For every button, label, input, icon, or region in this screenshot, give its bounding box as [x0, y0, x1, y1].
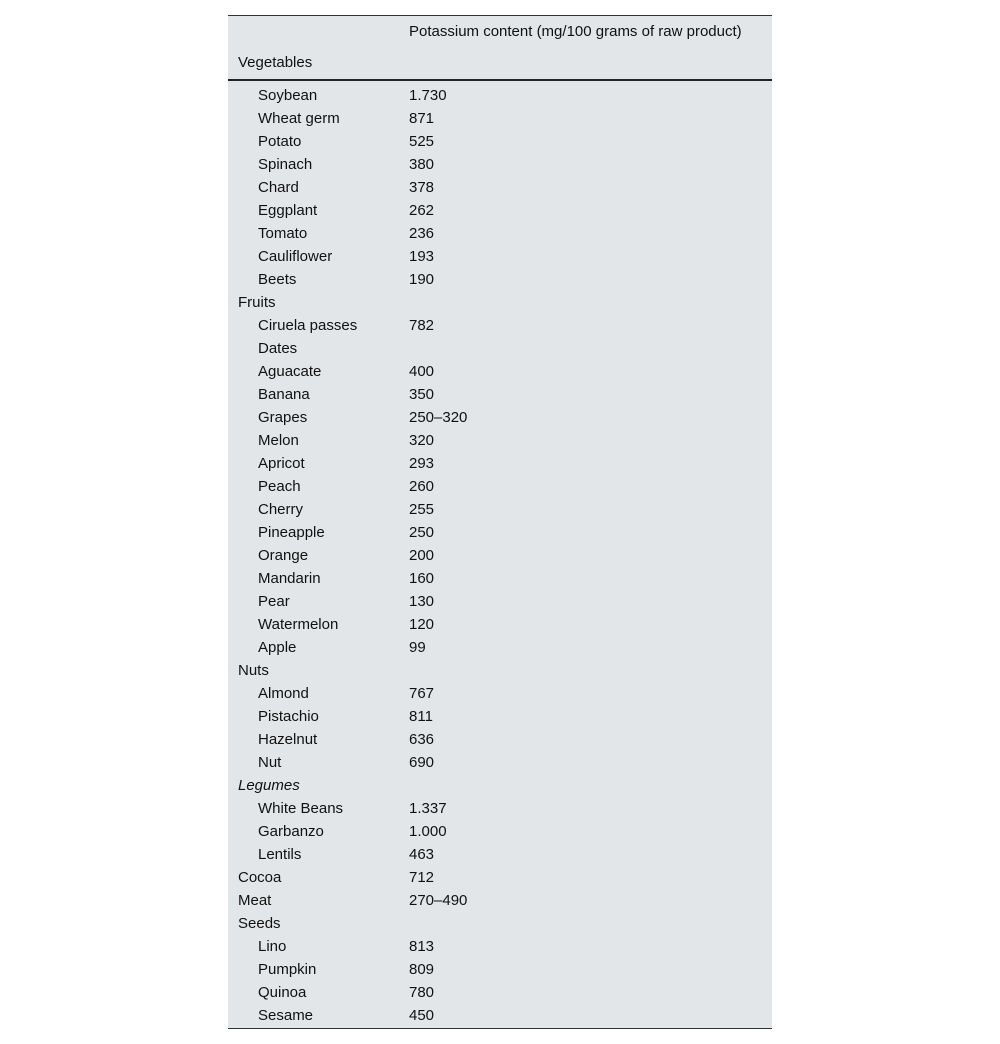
food-name-cell: Peach	[258, 478, 301, 495]
table-row	[228, 682, 772, 705]
potassium-value-cell: 260	[409, 478, 435, 495]
potassium-value-cell: 378	[409, 179, 435, 196]
column-header: Potassium content (mg/100 grams of raw product)	[409, 23, 742, 40]
potassium-value-cell: 636	[409, 731, 435, 748]
food-name-cell: Potato	[258, 133, 302, 150]
potassium-value-cell: 130	[409, 593, 435, 610]
category-name-cell: Fruits	[238, 294, 276, 311]
potassium-value-cell: 99	[409, 639, 426, 656]
potassium-value-cell: 350	[409, 386, 435, 403]
food-name-cell: Soybean	[258, 87, 318, 104]
potassium-value-cell: 293	[409, 455, 435, 472]
potassium-value-cell: 871	[409, 110, 435, 127]
category-row	[228, 866, 772, 889]
food-name-cell: Orange	[258, 547, 309, 564]
food-name-cell: Lentils	[258, 846, 302, 863]
potassium-value-cell: 809	[409, 961, 435, 978]
table-row	[228, 843, 772, 866]
category-name-cell: Meat	[238, 892, 272, 909]
category-name-cell: Cocoa	[238, 869, 282, 886]
potassium-value-cell: 690	[409, 754, 435, 771]
food-name-cell: Pistachio	[258, 708, 319, 725]
potassium-value-cell: 400	[409, 363, 435, 380]
potassium-value-cell: 160	[409, 570, 435, 587]
category-row	[228, 774, 772, 797]
potassium-value-cell: 200	[409, 547, 435, 564]
food-name-cell: Lino	[258, 938, 287, 955]
table-row	[228, 797, 772, 820]
table-row	[228, 958, 772, 981]
potassium-value-cell: 236	[409, 225, 435, 242]
table-row	[228, 383, 772, 406]
food-name-cell: Sesame	[258, 1007, 314, 1024]
potassium-value-cell: 380	[409, 156, 435, 173]
food-name-cell: Grapes	[258, 409, 308, 426]
food-name-cell: Tomato	[258, 225, 308, 242]
potassium-value-cell: 782	[409, 317, 435, 334]
food-name-cell: Cauliflower	[258, 248, 333, 265]
category-row	[228, 889, 772, 912]
food-name-cell: Beets	[258, 271, 297, 288]
table-row	[228, 1004, 772, 1027]
table-row	[228, 153, 772, 176]
food-name-cell: Nut	[258, 754, 282, 771]
table-row	[228, 636, 772, 659]
potassium-value-cell: 193	[409, 248, 435, 265]
potassium-value-cell: 320	[409, 432, 435, 449]
food-name-cell: Ciruela passes	[258, 317, 358, 334]
table-row	[228, 521, 772, 544]
table-row	[228, 498, 772, 521]
food-name-cell: Dates	[258, 340, 298, 357]
table-row	[228, 176, 772, 199]
food-name-cell: Eggplant	[258, 202, 318, 219]
food-name-cell: Spinach	[258, 156, 313, 173]
table-row	[228, 705, 772, 728]
table-row	[228, 935, 772, 958]
potassium-value-cell: 255	[409, 501, 435, 518]
potassium-value-cell: 262	[409, 202, 435, 219]
table-row	[228, 475, 772, 498]
category-row	[228, 291, 772, 314]
category-name-cell: Legumes	[238, 777, 300, 794]
category-name-cell: Nuts	[238, 662, 269, 679]
row-header: Vegetables	[238, 54, 313, 71]
food-name-cell: Cherry	[258, 501, 304, 518]
food-name-cell: Melon	[258, 432, 299, 449]
food-name-cell: Pear	[258, 593, 290, 610]
potassium-value-cell: 250	[409, 524, 435, 541]
food-name-cell: Almond	[258, 685, 309, 702]
table-row	[228, 981, 772, 1004]
table-body	[228, 81, 772, 1028]
potassium-value-cell: 1.730	[409, 87, 447, 104]
table-row	[228, 314, 772, 337]
table-row	[228, 245, 772, 268]
potassium-table	[228, 15, 772, 1029]
potassium-value-cell: 270–490	[409, 892, 468, 909]
potassium-value-cell: 463	[409, 846, 435, 863]
food-name-cell: Garbanzo	[258, 823, 324, 840]
food-name-cell: Aguacate	[258, 363, 322, 380]
potassium-value-cell: 767	[409, 685, 435, 702]
potassium-value-cell: 712	[409, 869, 435, 886]
potassium-value-cell: 250–320	[409, 409, 468, 426]
potassium-value-cell: 813	[409, 938, 435, 955]
potassium-value-cell: 1.337	[409, 800, 447, 817]
table-row	[228, 751, 772, 774]
category-name-cell: Seeds	[238, 915, 281, 932]
table-row	[228, 613, 772, 636]
food-name-cell: Apple	[258, 639, 297, 656]
potassium-value-cell: 811	[409, 708, 433, 725]
table-row	[228, 728, 772, 751]
food-name-cell: Wheat germ	[258, 110, 340, 127]
potassium-value-cell: 120	[409, 616, 435, 633]
table-row	[228, 222, 772, 245]
food-name-cell: Apricot	[258, 455, 305, 472]
table-row	[228, 107, 772, 130]
table-row	[228, 544, 772, 567]
food-name-cell: Pineapple	[258, 524, 325, 541]
potassium-value-cell: 780	[409, 984, 435, 1001]
table-row	[228, 268, 772, 291]
potassium-value-cell: 525	[409, 133, 435, 150]
potassium-value-cell: 1.000	[409, 823, 447, 840]
table-row	[228, 406, 772, 429]
table-row	[228, 199, 772, 222]
food-name-cell: Watermelon	[258, 616, 339, 633]
category-row	[228, 912, 772, 935]
table-row	[228, 452, 772, 475]
table-header	[228, 16, 772, 81]
potassium-value-cell: 450	[409, 1007, 435, 1024]
potassium-value-cell: 190	[409, 271, 435, 288]
table-row	[228, 360, 772, 383]
food-name-cell: Pumpkin	[258, 961, 317, 978]
food-name-cell: White Beans	[258, 800, 344, 817]
food-name-cell: Chard	[258, 179, 299, 196]
table-row	[228, 590, 772, 613]
table-row	[228, 429, 772, 452]
food-name-cell: Quinoa	[258, 984, 307, 1001]
table-row	[228, 337, 772, 360]
table-row	[228, 820, 772, 843]
category-row	[228, 659, 772, 682]
food-name-cell: Banana	[258, 386, 310, 403]
food-name-cell: Hazelnut	[258, 731, 318, 748]
food-name-cell: Mandarin	[258, 570, 321, 587]
table-row	[228, 84, 772, 107]
table-row	[228, 567, 772, 590]
table-row	[228, 130, 772, 153]
